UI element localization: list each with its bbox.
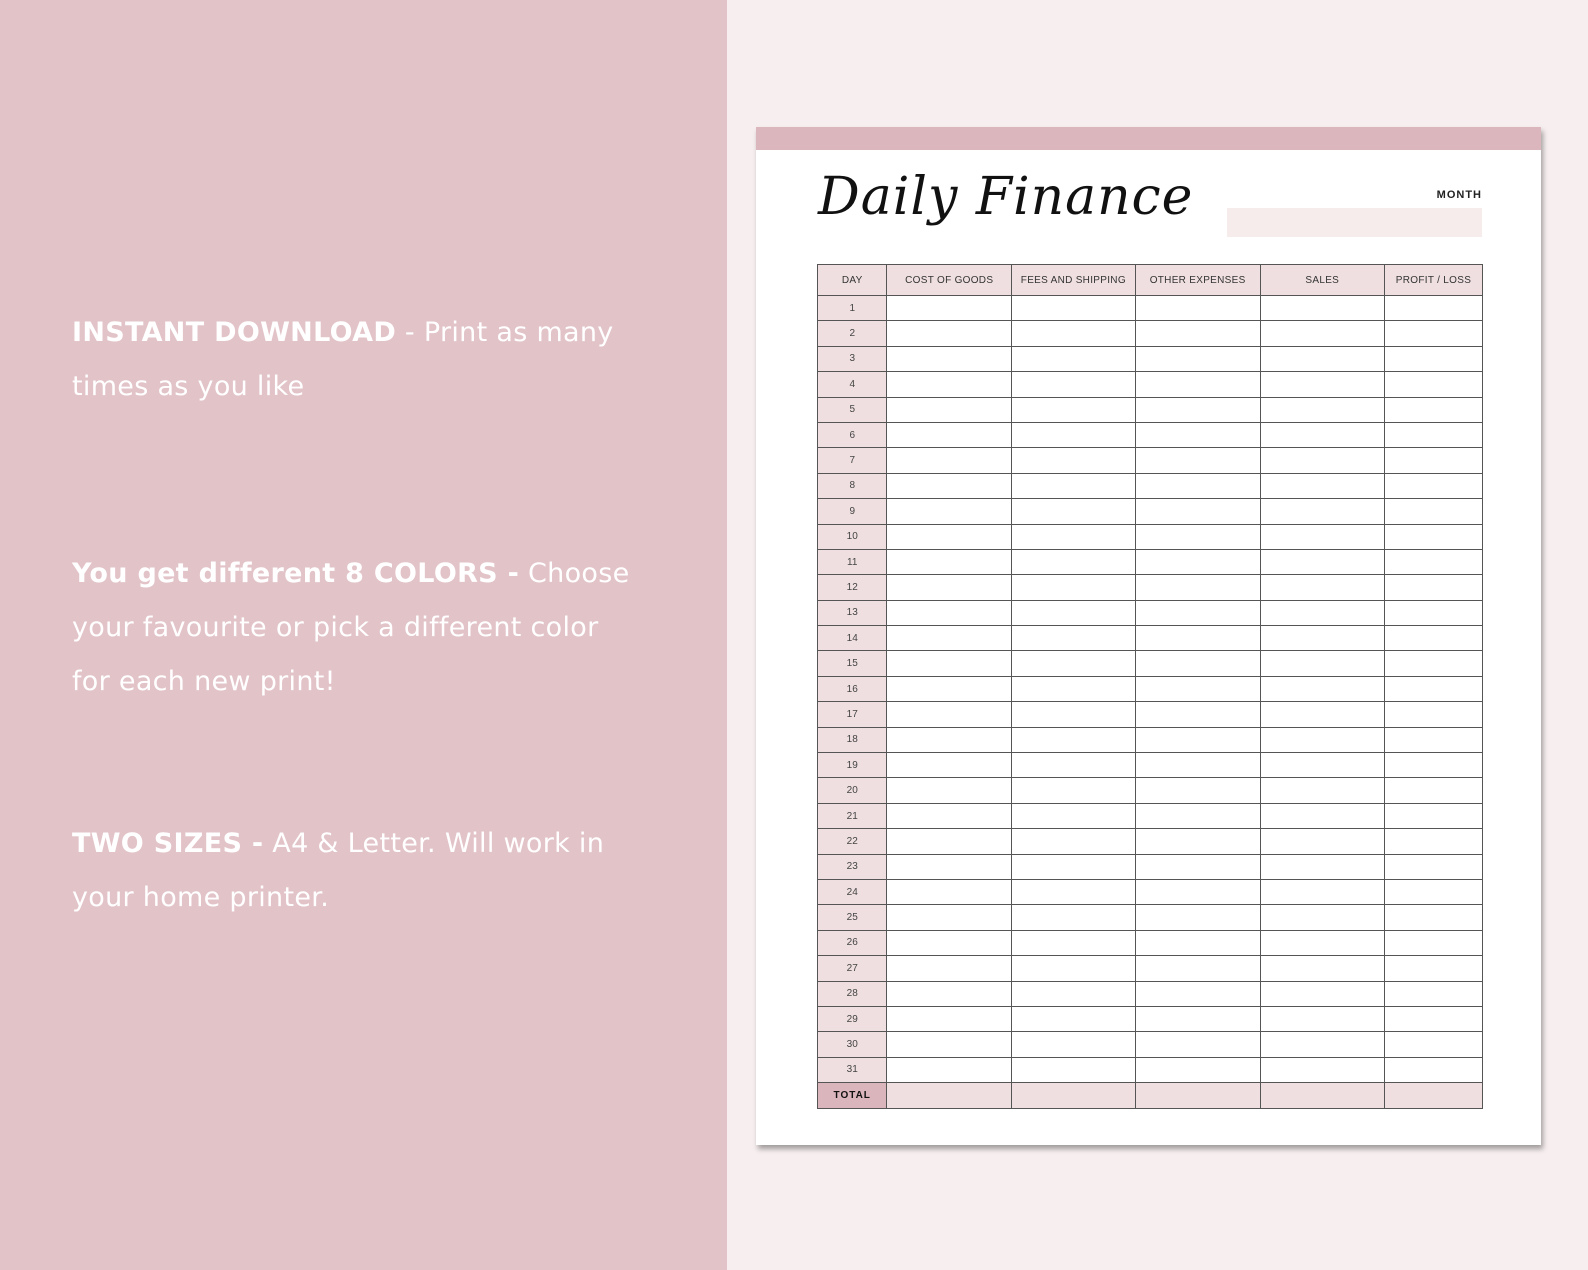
entry-cell[interactable] xyxy=(1384,448,1482,473)
entry-cell[interactable] xyxy=(1384,753,1482,778)
entry-cell[interactable] xyxy=(887,702,1012,727)
entry-cell[interactable] xyxy=(1384,879,1482,904)
table-row xyxy=(818,803,1483,828)
day-number: 7 xyxy=(818,448,887,473)
entry-cell[interactable] xyxy=(1011,1057,1135,1082)
table-row xyxy=(818,346,1483,371)
entry-cell[interactable] xyxy=(1135,524,1260,549)
table-row xyxy=(818,854,1483,879)
entry-cell[interactable] xyxy=(887,549,1012,574)
entry-cell[interactable] xyxy=(1011,575,1135,600)
entry-cell[interactable] xyxy=(1135,854,1260,879)
entry-cell[interactable] xyxy=(887,879,1012,904)
entry-cell[interactable] xyxy=(1260,753,1384,778)
entry-cell[interactable] xyxy=(1011,854,1135,879)
entry-cell[interactable] xyxy=(1011,524,1135,549)
entry-cell[interactable] xyxy=(887,651,1012,676)
entry-cell[interactable] xyxy=(1260,296,1384,321)
table-row xyxy=(818,727,1483,752)
header-row xyxy=(818,265,1483,296)
total-label: TOTAL xyxy=(818,1083,887,1108)
entry-cell[interactable] xyxy=(1011,956,1135,981)
entry-cell[interactable] xyxy=(887,600,1012,625)
entry-cell[interactable] xyxy=(1260,905,1384,930)
day-number: 10 xyxy=(818,524,887,549)
table-row xyxy=(818,753,1483,778)
day-number: 22 xyxy=(818,829,887,854)
table-row xyxy=(818,879,1483,904)
entry-cell[interactable] xyxy=(1135,981,1260,1006)
entry-cell[interactable] xyxy=(1384,727,1482,752)
entry-cell[interactable] xyxy=(887,676,1012,701)
entry-cell[interactable] xyxy=(1384,473,1482,498)
table-row xyxy=(818,626,1483,651)
table-row xyxy=(818,524,1483,549)
entry-cell[interactable] xyxy=(1260,803,1384,828)
entry-cell[interactable] xyxy=(1135,372,1260,397)
entry-cell[interactable] xyxy=(1011,1006,1135,1031)
table-row xyxy=(818,905,1483,930)
entry-cell[interactable] xyxy=(887,803,1012,828)
entry-cell[interactable] xyxy=(1135,575,1260,600)
entry-cell[interactable] xyxy=(887,1057,1012,1082)
entry-cell[interactable] xyxy=(1011,499,1135,524)
entry-cell[interactable] xyxy=(887,499,1012,524)
entry-cell[interactable] xyxy=(1260,1006,1384,1031)
day-number: 9 xyxy=(818,499,887,524)
entry-cell[interactable] xyxy=(1384,575,1482,600)
entry-cell[interactable] xyxy=(1384,296,1482,321)
entry-cell[interactable] xyxy=(887,397,1012,422)
entry-cell[interactable] xyxy=(1011,600,1135,625)
entry-cell[interactable] xyxy=(887,1032,1012,1057)
entry-cell[interactable] xyxy=(1135,1032,1260,1057)
entry-cell[interactable] xyxy=(1011,549,1135,574)
entry-cell[interactable] xyxy=(1135,549,1260,574)
entry-cell[interactable] xyxy=(1135,600,1260,625)
total-row xyxy=(818,1083,1483,1108)
entry-cell[interactable] xyxy=(887,296,1012,321)
day-number: 1 xyxy=(818,296,887,321)
day-number: 30 xyxy=(818,1032,887,1057)
feature-heading: TWO SIZES - xyxy=(72,828,264,859)
entry-cell[interactable] xyxy=(1260,727,1384,752)
day-number: 17 xyxy=(818,702,887,727)
day-number: 24 xyxy=(818,879,887,904)
entry-cell[interactable] xyxy=(1135,626,1260,651)
entry-cell[interactable] xyxy=(1135,422,1260,447)
entry-cell[interactable] xyxy=(1011,930,1135,955)
entry-cell[interactable] xyxy=(1260,930,1384,955)
day-number: 15 xyxy=(818,651,887,676)
entry-cell[interactable] xyxy=(1384,905,1482,930)
entry-cell[interactable] xyxy=(887,981,1012,1006)
table-row xyxy=(818,296,1483,321)
entry-cell[interactable] xyxy=(1384,499,1482,524)
entry-cell[interactable] xyxy=(1260,1057,1384,1082)
day-number: 29 xyxy=(818,1006,887,1031)
entry-cell[interactable] xyxy=(1135,753,1260,778)
entry-cell[interactable] xyxy=(1260,676,1384,701)
day-number: 28 xyxy=(818,981,887,1006)
feature-heading: INSTANT DOWNLOAD xyxy=(72,317,397,348)
entry-cell[interactable] xyxy=(1384,1032,1482,1057)
entry-cell[interactable] xyxy=(887,854,1012,879)
entry-cell[interactable] xyxy=(1384,829,1482,854)
day-number: 2 xyxy=(818,321,887,346)
entry-cell[interactable] xyxy=(1384,1083,1482,1108)
entry-cell[interactable] xyxy=(1384,676,1482,701)
table-row xyxy=(818,448,1483,473)
entry-cell[interactable] xyxy=(1011,321,1135,346)
entry-cell[interactable] xyxy=(887,753,1012,778)
entry-cell[interactable] xyxy=(1135,727,1260,752)
entry-cell[interactable] xyxy=(1135,397,1260,422)
table-row xyxy=(818,499,1483,524)
entry-cell[interactable] xyxy=(1011,397,1135,422)
entry-cell[interactable] xyxy=(1135,499,1260,524)
entry-cell[interactable] xyxy=(1384,524,1482,549)
feature-text: Choose your favourite or pick a different color for each new print! xyxy=(72,558,630,697)
table-row xyxy=(818,549,1483,574)
entry-cell[interactable] xyxy=(887,727,1012,752)
entry-cell[interactable] xyxy=(1135,321,1260,346)
entry-cell[interactable] xyxy=(1384,854,1482,879)
entry-cell[interactable] xyxy=(1384,626,1482,651)
entry-cell[interactable] xyxy=(887,930,1012,955)
table-row xyxy=(818,600,1483,625)
entry-cell[interactable] xyxy=(1011,981,1135,1006)
entry-cell[interactable] xyxy=(887,956,1012,981)
entry-cell[interactable] xyxy=(1260,575,1384,600)
table-row xyxy=(818,397,1483,422)
entry-cell[interactable] xyxy=(1135,296,1260,321)
entry-cell[interactable] xyxy=(1384,321,1482,346)
entry-cell[interactable] xyxy=(887,422,1012,447)
entry-cell[interactable] xyxy=(1260,372,1384,397)
entry-cell[interactable] xyxy=(1135,879,1260,904)
entry-cell[interactable] xyxy=(1135,778,1260,803)
entry-cell[interactable] xyxy=(1135,1083,1260,1108)
day-number: 19 xyxy=(818,753,887,778)
day-number: 27 xyxy=(818,956,887,981)
sheet-title: Daily Finance xyxy=(818,167,1194,227)
month-field xyxy=(1227,208,1482,237)
entry-cell[interactable] xyxy=(1260,346,1384,371)
entry-cell[interactable] xyxy=(887,575,1012,600)
entry-cell[interactable] xyxy=(1011,473,1135,498)
entry-cell[interactable] xyxy=(887,778,1012,803)
feature-text: A4 & Letter. Will work in your home printer. xyxy=(72,828,605,913)
entry-cell[interactable] xyxy=(887,473,1012,498)
entry-cell[interactable] xyxy=(1011,372,1135,397)
entry-cell[interactable] xyxy=(1260,473,1384,498)
entry-cell[interactable] xyxy=(1384,397,1482,422)
month-label: MONTH xyxy=(1436,189,1482,201)
table-row xyxy=(818,778,1483,803)
entry-cell[interactable] xyxy=(1260,829,1384,854)
entry-cell[interactable] xyxy=(1135,803,1260,828)
entry-cell[interactable] xyxy=(1260,702,1384,727)
entry-cell[interactable] xyxy=(1135,651,1260,676)
table-row xyxy=(818,321,1483,346)
day-number: 4 xyxy=(818,372,887,397)
entry-cell[interactable] xyxy=(1011,778,1135,803)
entry-cell[interactable] xyxy=(1135,676,1260,701)
entry-cell[interactable] xyxy=(887,626,1012,651)
entry-cell[interactable] xyxy=(1260,626,1384,651)
entry-cell[interactable] xyxy=(1135,1057,1260,1082)
entry-cell[interactable] xyxy=(887,372,1012,397)
entry-cell[interactable] xyxy=(1384,651,1482,676)
day-number: 20 xyxy=(818,778,887,803)
day-number: 6 xyxy=(818,422,887,447)
feature-instant-download xyxy=(72,306,672,414)
day-number: 18 xyxy=(818,727,887,752)
day-number: 13 xyxy=(818,600,887,625)
entry-cell[interactable] xyxy=(1011,448,1135,473)
entry-cell[interactable] xyxy=(1260,981,1384,1006)
entry-cell[interactable] xyxy=(1260,778,1384,803)
entry-cell[interactable] xyxy=(1011,676,1135,701)
entry-cell[interactable] xyxy=(1384,346,1482,371)
entry-cell[interactable] xyxy=(1011,702,1135,727)
entry-cell[interactable] xyxy=(887,1083,1012,1108)
entry-cell[interactable] xyxy=(887,1006,1012,1031)
entry-cell[interactable] xyxy=(1260,854,1384,879)
entry-cell[interactable] xyxy=(1135,905,1260,930)
table-row xyxy=(818,981,1483,1006)
table-row xyxy=(818,422,1483,447)
table-row xyxy=(818,676,1483,701)
table-row xyxy=(818,473,1483,498)
entry-cell[interactable] xyxy=(887,905,1012,930)
entry-cell[interactable] xyxy=(1011,1032,1135,1057)
table-row xyxy=(818,930,1483,955)
table-row xyxy=(818,1057,1483,1082)
entry-cell[interactable] xyxy=(887,321,1012,346)
feature-colors xyxy=(72,547,632,709)
day-number: 3 xyxy=(818,346,887,371)
entry-cell[interactable] xyxy=(1260,651,1384,676)
entry-cell[interactable] xyxy=(1260,397,1384,422)
printable-sheet xyxy=(756,127,1541,1145)
day-number: 23 xyxy=(818,854,887,879)
column-header: OTHER EXPENSES xyxy=(1135,265,1260,296)
entry-cell[interactable] xyxy=(887,829,1012,854)
sheet-top-bar xyxy=(756,127,1541,150)
entry-cell[interactable] xyxy=(1260,499,1384,524)
left-panel xyxy=(0,0,727,1270)
entry-cell[interactable] xyxy=(1260,600,1384,625)
day-number: 11 xyxy=(818,549,887,574)
entry-cell[interactable] xyxy=(887,346,1012,371)
entry-cell[interactable] xyxy=(1384,422,1482,447)
column-header: PROFIT / LOSS xyxy=(1384,265,1482,296)
day-number: 12 xyxy=(818,575,887,600)
column-header: FEES AND SHIPPING xyxy=(1011,265,1135,296)
entry-cell[interactable] xyxy=(1384,778,1482,803)
column-header: COST OF GOODS xyxy=(887,265,1012,296)
entry-cell[interactable] xyxy=(1384,1057,1482,1082)
entry-cell[interactable] xyxy=(1260,321,1384,346)
entry-cell[interactable] xyxy=(1011,626,1135,651)
day-number: 16 xyxy=(818,676,887,701)
entry-cell[interactable] xyxy=(1011,905,1135,930)
entry-cell[interactable] xyxy=(1384,372,1482,397)
day-number: 31 xyxy=(818,1057,887,1082)
table-row xyxy=(818,372,1483,397)
entry-cell[interactable] xyxy=(887,524,1012,549)
entry-cell[interactable] xyxy=(1011,727,1135,752)
entry-cell[interactable] xyxy=(1260,1083,1384,1108)
entry-cell[interactable] xyxy=(1260,879,1384,904)
entry-cell[interactable] xyxy=(1011,422,1135,447)
table-row xyxy=(818,1006,1483,1031)
entry-cell[interactable] xyxy=(887,448,1012,473)
entry-cell[interactable] xyxy=(1260,422,1384,447)
feature-heading: You get different 8 COLORS - xyxy=(72,558,520,589)
day-number: 21 xyxy=(818,803,887,828)
entry-cell[interactable] xyxy=(1011,879,1135,904)
entry-cell[interactable] xyxy=(1135,448,1260,473)
entry-cell[interactable] xyxy=(1260,448,1384,473)
table-row xyxy=(818,956,1483,981)
entry-cell[interactable] xyxy=(1135,829,1260,854)
entry-cell[interactable] xyxy=(1260,524,1384,549)
day-number: 25 xyxy=(818,905,887,930)
entry-cell[interactable] xyxy=(1384,930,1482,955)
entry-cell[interactable] xyxy=(1011,803,1135,828)
entry-cell[interactable] xyxy=(1384,702,1482,727)
entry-cell[interactable] xyxy=(1011,829,1135,854)
entry-cell[interactable] xyxy=(1135,1006,1260,1031)
entry-cell[interactable] xyxy=(1384,600,1482,625)
entry-cell[interactable] xyxy=(1384,803,1482,828)
entry-cell[interactable] xyxy=(1011,346,1135,371)
entry-cell[interactable] xyxy=(1384,956,1482,981)
day-number: 26 xyxy=(818,930,887,955)
entry-cell[interactable] xyxy=(1135,346,1260,371)
table-row xyxy=(818,1032,1483,1057)
finance-table xyxy=(817,264,1483,1109)
table-row xyxy=(818,829,1483,854)
column-header: DAY xyxy=(818,265,887,296)
entry-cell[interactable] xyxy=(1260,956,1384,981)
entry-cell[interactable] xyxy=(1384,981,1482,1006)
table-row xyxy=(818,575,1483,600)
entry-cell[interactable] xyxy=(1135,956,1260,981)
feature-text: - Print as many times as you like xyxy=(72,317,614,402)
day-number: 14 xyxy=(818,626,887,651)
entry-cell[interactable] xyxy=(1260,549,1384,574)
entry-cell[interactable] xyxy=(1011,753,1135,778)
entry-cell[interactable] xyxy=(1011,296,1135,321)
day-number: 5 xyxy=(818,397,887,422)
entry-cell[interactable] xyxy=(1011,1083,1135,1108)
entry-cell[interactable] xyxy=(1384,1006,1482,1031)
table-row xyxy=(818,651,1483,676)
day-number: 8 xyxy=(818,473,887,498)
entry-cell[interactable] xyxy=(1135,702,1260,727)
entry-cell[interactable] xyxy=(1384,549,1482,574)
entry-cell[interactable] xyxy=(1135,930,1260,955)
entry-cell[interactable] xyxy=(1260,1032,1384,1057)
feature-sizes xyxy=(72,817,612,925)
table-row xyxy=(818,702,1483,727)
column-header: SALES xyxy=(1260,265,1384,296)
entry-cell[interactable] xyxy=(1135,473,1260,498)
entry-cell[interactable] xyxy=(1011,651,1135,676)
